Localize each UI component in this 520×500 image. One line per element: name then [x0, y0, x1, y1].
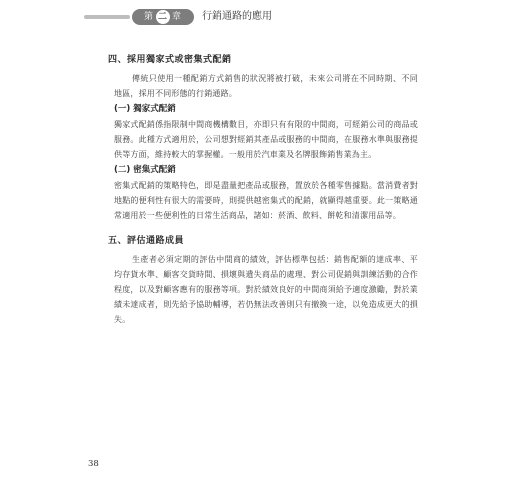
section-5-heading: 五、評估通路成員 [108, 236, 185, 246]
subsection-intensive-heading: (二) 密集式配銷 [114, 165, 176, 175]
header-decorative-bar [84, 15, 130, 19]
subsection-exclusive-text: 獨家式配銷係指限制中間商機構數目，亦即只有有限的中間商，可經銷公司的商品或服務。此種方式適用於，公司想對經銷其產品或服務的中間商，在服務水準與服務提供等方面，維持較大的掌握權。一般用於汽車業及名牌服飾銷售業為主。 [114, 120, 418, 159]
chapter-suffix: 章 [172, 12, 183, 22]
chapter-title: 行銷通路的應用 [202, 11, 272, 22]
section-5-text: 生產者必須定期的評估中間商的績效，評估標準包括：銷售配額的達成率、平均存貨水準、顧客交貨時間、損壞與遺失商品的處理、對公司促銷與訓練活動的合作程度，以及對顧客應有的服務等項。對於績效良好的中間商須給予適度激勵，對於業績未達成者，則先給予協助輔導，若仍無法改善則只有撤換一途，以免造成更大的損失。 [114, 255, 418, 324]
subsection-exclusive-heading: (一) 獨家式配銷 [114, 104, 176, 114]
section-4-heading: 四、採用獨家式或密集式配銷 [108, 55, 232, 65]
running-header [84, 9, 404, 25]
chapter-prefix: 第 [143, 12, 154, 22]
chapter-number: 二 [157, 12, 168, 22]
subsection-intensive-text: 密集式配銷的策略特色，即是盡量把產品或服務，置放於各種零售據點。當消費者對地點的便利性有很大的需要時，則提供越密集式的配銷，就顯得越重要。此一策略通常適用於一些便利性的日常生活商品，諸如：菸酒、飲料、餅乾和清潔用品等。 [114, 181, 418, 220]
section-4-intro: 傳統只使用一種配銷方式銷售的狀況將被打破，未來公司將在不同時期、不同地區，採用不同形態的行銷通路。 [114, 74, 418, 98]
page-number: 38 [88, 459, 99, 469]
chapter-badge [132, 9, 194, 25]
page-body [108, 54, 418, 327]
